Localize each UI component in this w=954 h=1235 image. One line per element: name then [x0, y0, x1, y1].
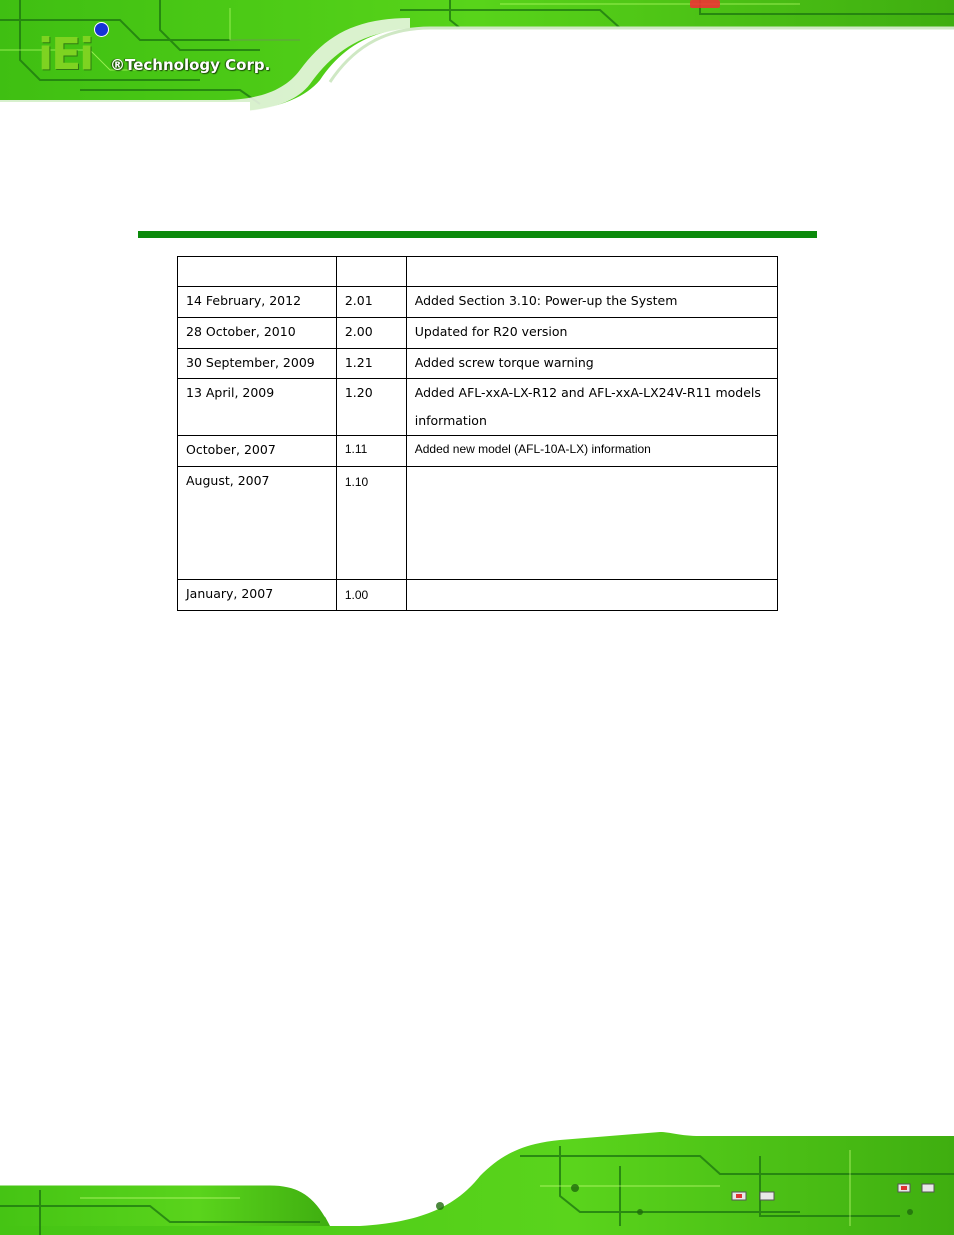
page-footer-banner — [0, 1126, 954, 1235]
table-row — [178, 379, 778, 436]
table-row — [178, 287, 778, 318]
changes-cell: Added Section 3.10: Power-up the System — [406, 287, 777, 318]
version-cell: 1.11 — [336, 436, 406, 467]
section-rule — [138, 231, 817, 238]
table-row — [178, 436, 778, 467]
table-row — [178, 467, 778, 580]
version-cell: 1.10 — [336, 467, 406, 580]
logo-dot-icon — [94, 22, 109, 37]
table-header-row — [178, 257, 778, 287]
revision-history-table — [177, 256, 778, 611]
header-cell-date — [178, 257, 337, 287]
changes-cell: Added AFL-xxA-LX-R12 and AFL-xxA-LX24V-R11 models information — [406, 379, 777, 436]
header-cell-changes — [406, 257, 777, 287]
date-cell: August, 2007 — [178, 467, 337, 580]
table-row — [178, 580, 778, 611]
company-name: ®Technology Corp. — [110, 56, 271, 74]
circuit-board-footer-graphic — [0, 1126, 954, 1235]
date-cell: 13 April, 2009 — [178, 379, 337, 436]
version-cell: 2.00 — [336, 318, 406, 349]
date-cell: 14 February, 2012 — [178, 287, 337, 318]
changes-cell — [406, 467, 777, 580]
changes-cell — [406, 580, 777, 611]
table-row — [178, 349, 778, 379]
version-cell: 2.01 — [336, 287, 406, 318]
date-cell: October, 2007 — [178, 436, 337, 467]
version-cell: 1.00 — [336, 580, 406, 611]
changes-cell: Added screw torque warning — [406, 349, 777, 379]
table-row — [178, 318, 778, 349]
header-cell-version — [336, 257, 406, 287]
version-cell: 1.21 — [336, 349, 406, 379]
iei-logo-mark: iEi — [38, 29, 93, 80]
changes-cell: Updated for R20 version — [406, 318, 777, 349]
date-cell: January, 2007 — [178, 580, 337, 611]
date-cell: 28 October, 2010 — [178, 318, 337, 349]
date-cell: 30 September, 2009 — [178, 349, 337, 379]
changes-cell: Added new model (AFL-10A-LX) information — [406, 436, 777, 467]
page-header-banner — [0, 0, 954, 112]
version-cell: 1.20 — [336, 379, 406, 436]
